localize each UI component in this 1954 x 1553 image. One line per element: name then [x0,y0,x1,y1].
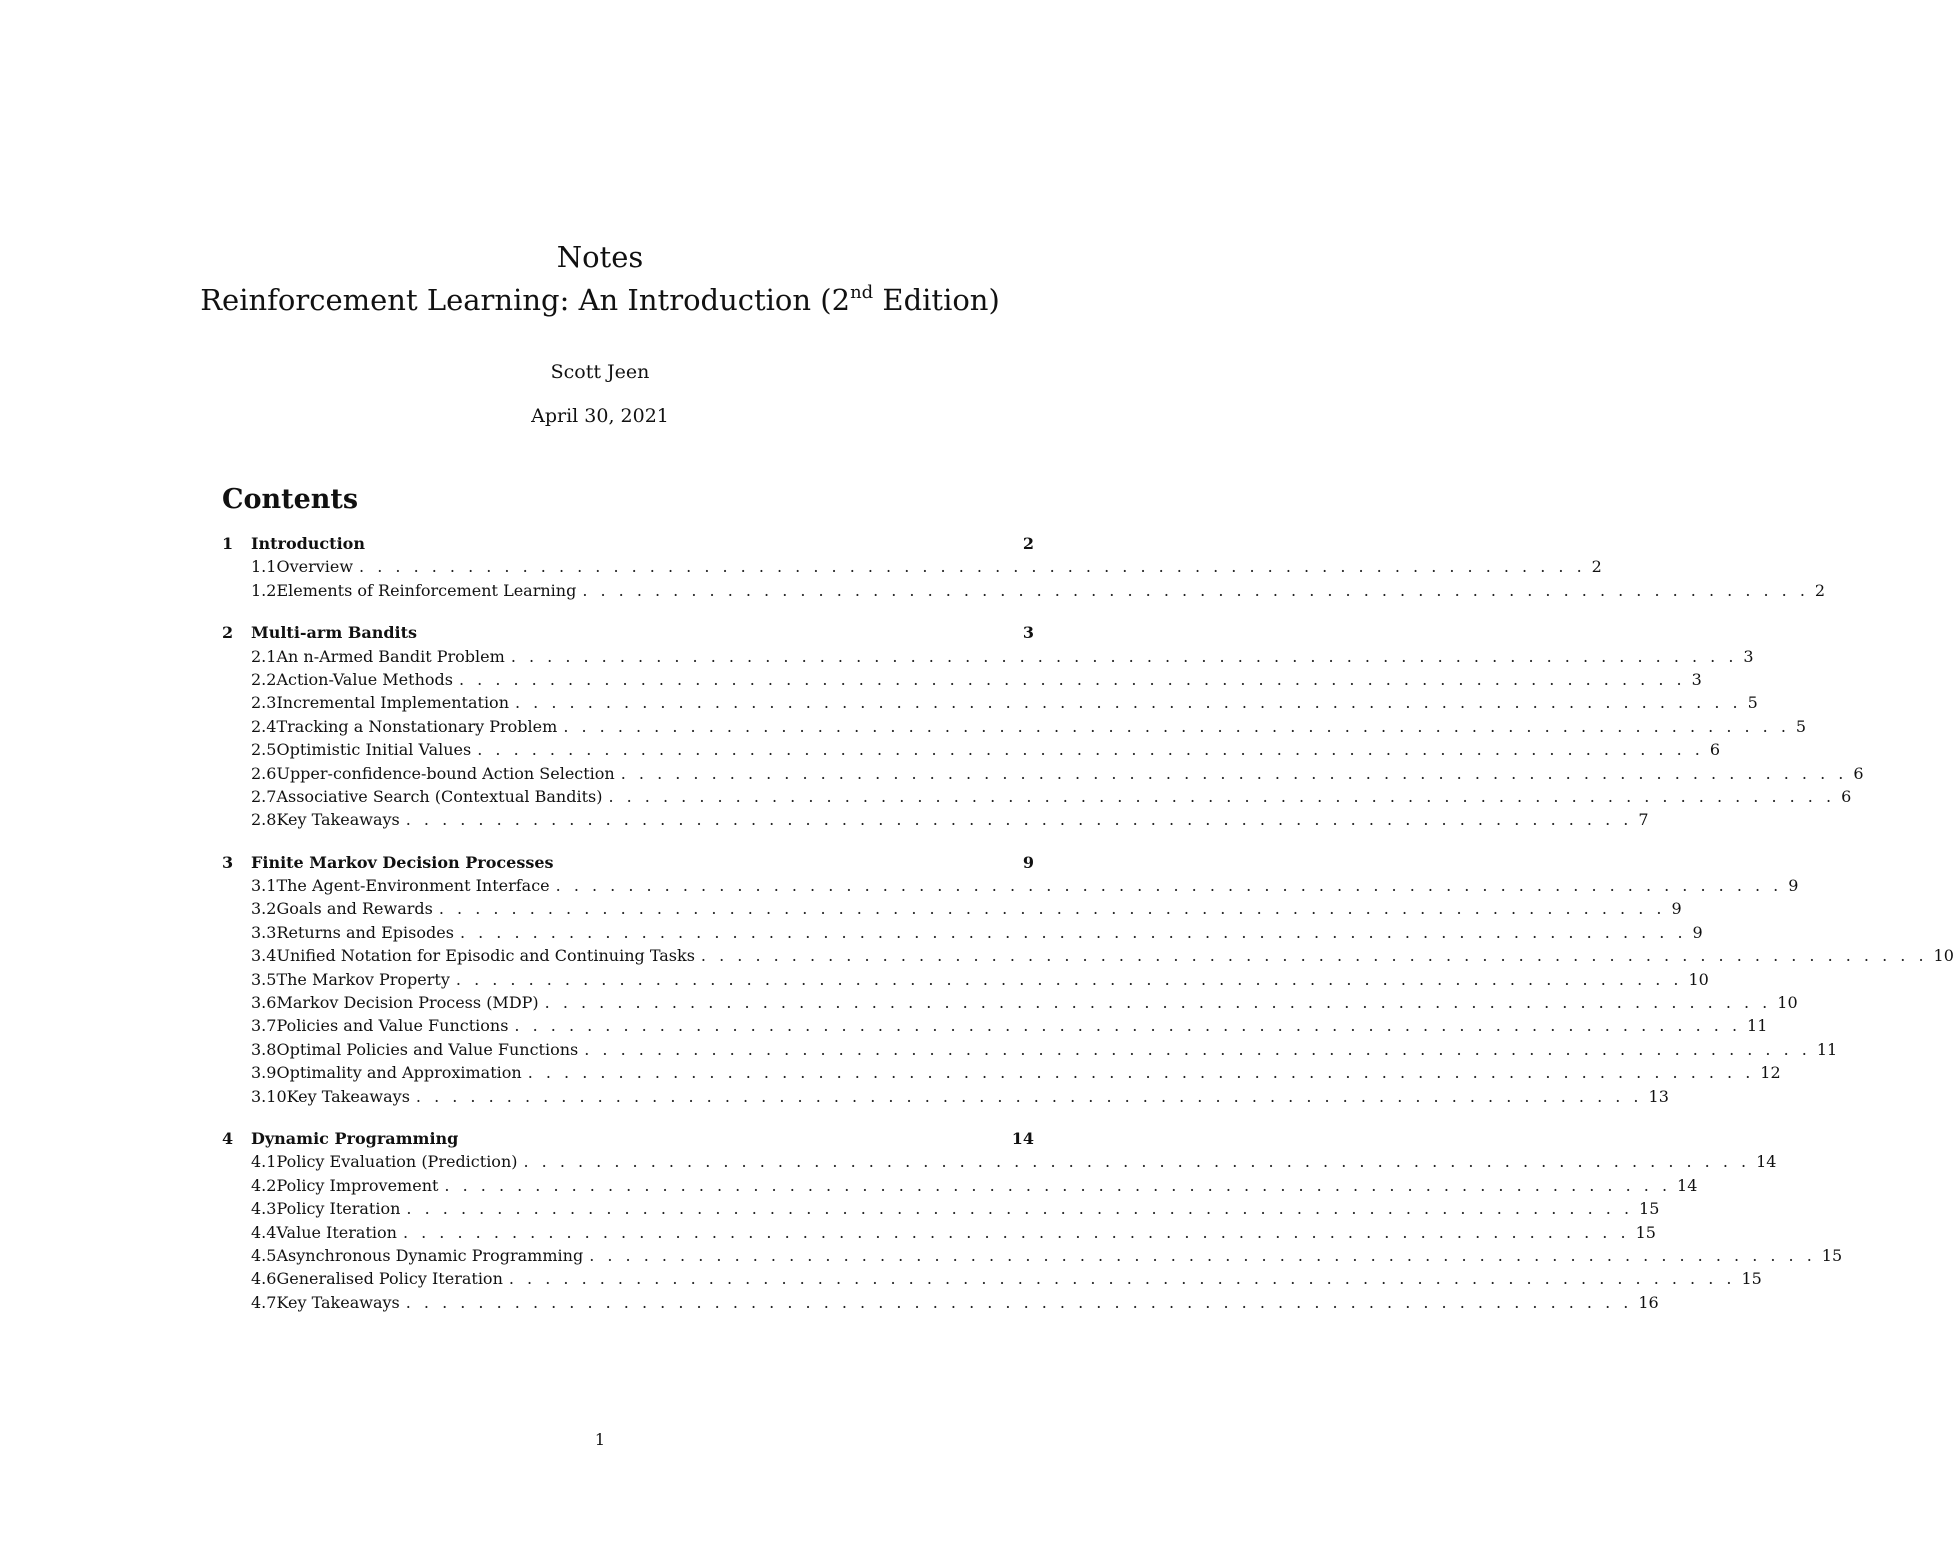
toc-subsection-entry[interactable] [222,946,1954,969]
toc-leader-dots: . . . . . . . . . . . . . . . . . . . . . . . . . . . . . . . . . . . . . . . . . . . . . . . . . . . . . . . . . . . . . . . . . . . . [510,646,1738,666]
toc-subsection-number: 4.6 [251,1269,277,1289]
toc-subsection-page: 7 [1638,810,1649,830]
toc-section-entry[interactable] [222,534,1034,557]
toc-subsection-entry[interactable] [222,1039,1838,1063]
toc-subsection-entry[interactable] [222,740,1721,763]
toc-subsection-entry[interactable] [222,557,1602,580]
toc-subsection-page: 11 [1747,1016,1768,1036]
toc-subsection-title: Asynchronous Dynamic Programming [276,1245,584,1265]
toc-section-number: 3 [222,852,234,872]
toc-subsection-number: 4.1 [251,1152,277,1172]
toc-subsection-entry[interactable] [222,1269,1762,1292]
toc-subsection-number: 3.5 [251,969,277,989]
toc-subsection-page: 16 [1638,1292,1659,1312]
toc-subsection-entry[interactable] [222,1245,1843,1269]
toc-section-page: 9 [1022,852,1034,872]
toc-subsection-title: Key Takeaways [286,1086,410,1106]
toc-subsection-title: Action-Value Methods [276,669,453,689]
toc-subsection-number: 4.3 [251,1199,277,1219]
toc-section-number: 1 [222,534,234,553]
toc-subsection-number: 2.3 [251,693,277,713]
toc-subsection-entry[interactable] [222,876,1799,899]
doc-title-notes: Notes [556,240,644,274]
doc-title-superscript: nd [850,282,874,303]
toc-subsection-page: 6 [1709,740,1721,760]
toc-leader-dots: . . . . . . . . . . . . . . . . . . . . . . . . . . . . . . . . . . . . . . . . . . . . . . . . . . . . . . . . . . . . . . . . . . . . [444,1175,1672,1195]
toc-subsection-page: 10 [1688,969,1709,989]
toc-leader-dots: . . . . . . . . . . . . . . . . . . . . . . . . . . . . . . . . . . . . . . . . . . . . . . . . . . . . . . . . . . . . . . . . . . . . [523,1152,1751,1172]
toc-subsection-title: Associative Search (Contextual Bandits) [276,786,603,806]
toc-leader-dots: . . . . . . . . . . . . . . . . . . . . . . . . . . . . . . . . . . . . . . . . . . . . . . . . . . . . . . . . . . . . . . . . . . . . [608,786,1836,806]
toc-leader-dots: . . . . . . . . . . . . . . . . . . . . . . . . . . . . . . . . . . . . . . . . . . . . . . . . . . . . . . . . . . . . . . . . . . . . [459,922,1687,942]
toc-subsection-number: 3.7 [251,1016,277,1036]
toc-subsection-number: 3.3 [251,922,277,942]
toc-leader-dots: . . . . . . . . . . . . . . . . . . . . . . . . . . . . . . . . . . . . . . . . . . . . . . . . . . . . . . . . . . . . . . . . . . . . [589,1245,1816,1265]
toc-subsection-page: 15 [1741,1269,1762,1289]
toc-subsection-page: 5 [1747,693,1758,713]
toc-subsection-entry[interactable] [222,1292,1659,1316]
toc-subsection-title: Optimal Policies and Value Functions [276,1039,579,1059]
toc-subsection-page: 13 [1648,1086,1669,1106]
toc-subsection-number: 2.8 [251,810,277,830]
toc-leader-dots: . . . . . . . . . . . . . . . . . . . . . . . . . . . . . . . . . . . . . . . . . . . . . . . . . . . . . . . . . . . . . . . . . . . . [406,1199,1634,1219]
toc-section-entry[interactable] [222,853,1034,876]
toc-subsection-entry[interactable] [222,899,1682,922]
toc-subsection-title: Key Takeaways [276,1292,400,1312]
toc-subsection-entry[interactable] [222,646,1754,670]
toc-section-title: Introduction [251,534,365,553]
toc-subsection-entry[interactable] [222,1063,1781,1086]
toc-leader-dots: . . . . . . . . . . . . . . . . . . . . . . . . . . . . . . . . . . . . . . . . . . . . . . . . . . . . . . . . . . . . . . . . . . . . [555,876,1783,896]
toc-subsection-page: 6 [1841,786,1852,806]
doc-title-main-text: Reinforcement Learning: An Introduction (2 [200,283,851,317]
toc-subsection-title: An n-Armed Bandit Problem [276,646,505,666]
toc-section-title: Multi-arm Bandits [251,623,418,643]
toc-subsection-number: 4.4 [251,1222,277,1242]
toc-leader-dots: . . . . . . . . . . . . . . . . . . . . . . . . . . . . . . . . . . . . . . . . . . . . . . . . . . . . . . . . . . . . . . . . . . . . [527,1063,1755,1083]
toc-subsection-entry[interactable] [222,969,1709,993]
toc-subsection-number: 2.2 [251,669,277,689]
toc-leader-dots: . . . . . . . . . . . . . . . . . . . . . . . . . . . . . . . . . . . . . . . . . . . . . . . . . . . . . . . . . . . . . . . . . . . . [402,1222,1630,1242]
toc-subsection-title: Upper-confidence-bound Action Selection [276,763,615,783]
toc-leader-dots: . . . . . . . . . . . . . . . . . . . . . . . . . . . . . . . . . . . . . . . . . . . . . . . . . . . . . . . . . . . . . . . . . . . . [563,716,1790,736]
toc-subsection-title: Tracking a Nonstationary Problem [276,716,558,736]
toc-subsection-title: Incremental Implementation [276,693,509,713]
toc-leader-dots: . . . . . . . . . . . . . . . . . . . . . . . . . . . . . . . . . . . . . . . . . . . . . . . . . . . . . . . . . . . . . . . . . . . . [458,669,1686,689]
section-gap [222,834,1034,853]
doc-title-main-end: Edition) [873,283,1000,317]
toc-subsection-page: 10 [1933,946,1954,966]
toc-section-page: 2 [1022,534,1034,553]
toc-subsection-entry[interactable] [222,810,1649,833]
toc-subsection-title: Key Takeaways [276,810,400,830]
toc-subsection-title: Generalised Policy Iteration [276,1269,503,1289]
toc-subsection-entry[interactable] [222,1086,1669,1110]
toc-subsection-title: Markov Decision Process (MDP) [276,993,539,1013]
toc-section-page: 3 [1022,623,1034,643]
toc-subsection-entry[interactable] [222,922,1703,946]
toc-subsection-title: Policy Evaluation (Prediction) [276,1152,518,1172]
toc-subsection-page: 14 [1756,1152,1777,1172]
toc-subsection-number: 3.8 [251,1039,277,1059]
page-number: 1 [594,1430,606,1449]
toc-subsection-number: 3.1 [251,876,277,896]
toc-subsection-number: 4.5 [251,1245,277,1265]
toc-subsection-entry[interactable] [222,1016,1768,1039]
toc-leader-dots: . . . . . . . . . . . . . . . . . . . . . . . . . . . . . . . . . . . . . . . . . . . . . . . . . . . . . . . . . . . . . . . . . . . . [405,810,1633,830]
toc-subsection-page: 12 [1760,1063,1781,1083]
contents-heading: Contents [222,484,359,515]
toc-subsection-title: The Agent-Environment Interface [276,876,550,896]
toc-subsection-number: 2.1 [251,646,277,666]
toc-subsection-entry[interactable] [222,580,1826,604]
toc-subsection-entry[interactable] [222,1199,1660,1222]
toc-leader-dots: . . . . . . . . . . . . . . . . . . . . . . . . . . . . . . . . . . . . . . . . . . . . . . . . . . . . . . . . . . . . . . . . . . . . [438,899,1666,919]
toc-leader-dots: . . . . . . . . . . . . . . . . . . . . . . . . . . . . . . . . . . . . . . . . . . . . . . . . . . . . . . . . . . . . . . . . . . . . [584,1039,1811,1059]
toc-subsection-title: Goals and Rewards [276,899,433,919]
toc-subsection-page: 9 [1788,876,1799,896]
toc-leader-dots: . . . . . . . . . . . . . . . . . . . . . . . . . . . . . . . . . . . . . . . . . . . . . . . . . . . . . . . . . . . . . . . . . . . . [359,557,1586,577]
toc-subsection-page: 15 [1639,1199,1660,1219]
toc-subsection-title: Elements of Reinforcement Learning [276,580,577,600]
toc-subsection-title: Policy Improvement [276,1175,439,1195]
toc-subsection-entry[interactable] [222,669,1702,693]
toc-subsection-title: Unified Notation for Episodic and Continuing Tasks [276,946,695,966]
toc-section-page: 14 [1011,1128,1034,1148]
toc-subsection-page: 9 [1671,899,1682,919]
toc-subsection-title: Policies and Value Functions [276,1016,509,1036]
toc-leader-dots: . . . . . . . . . . . . . . . . . . . . . . . . . . . . . . . . . . . . . . . . . . . . . . . . . . . . . . . . . . . . . . . . . . . . [620,763,1848,783]
toc-leader-dots: . . . . . . . . . . . . . . . . . . . . . . . . . . . . . . . . . . . . . . . . . . . . . . . . . . . . . . . . . . . . . . . . . . . . [514,1016,1742,1036]
toc-leader-dots: . . . . . . . . . . . . . . . . . . . . . . . . . . . . . . . . . . . . . . . . . . . . . . . . . . . . . . . . . . . . . . . . . . . . [477,740,1704,760]
doc-author: Scott Jeen [550,361,650,383]
toc-subsection-number: 2.5 [251,740,277,760]
toc-subsection-page: 2 [1814,580,1826,600]
toc-subsection-page: 3 [1691,669,1702,689]
toc-subsection-number: 3.9 [251,1063,277,1083]
toc-leader-dots: . . . . . . . . . . . . . . . . . . . . . . . . . . . . . . . . . . . . . . . . . . . . . . . . . . . . . . . . . . . . . . . . . . . . [415,1086,1643,1106]
toc-subsection-title: Returns and Episodes [276,922,454,942]
toc-section-number: 2 [222,623,234,643]
toc-subsection-page: 5 [1795,716,1807,736]
toc-leader-dots: . . . . . . . . . . . . . . . . . . . . . . . . . . . . . . . . . . . . . . . . . . . . . . . . . . . . . . . . . . . . . . . . . . . . [582,580,1809,600]
toc-subsection-entry[interactable] [222,1222,1656,1246]
toc-subsection-page: 3 [1743,646,1754,666]
toc-leader-dots: . . . . . . . . . . . . . . . . . . . . . . . . . . . . . . . . . . . . . . . . . . . . . . . . . . . . . . . . . . . . . . . . . . . . [508,1269,1736,1289]
toc-section-title: Dynamic Programming [251,1128,459,1148]
toc-subsection-number: 4.7 [251,1292,277,1312]
doc-title-main [0,283,1200,317]
toc-subsection-page: 15 [1821,1245,1843,1265]
toc-subsection-title: Value Iteration [276,1222,397,1242]
toc-subsection-entry[interactable] [222,763,1864,787]
toc-leader-dots: . . . . . . . . . . . . . . . . . . . . . . . . . . . . . . . . . . . . . . . . . . . . . . . . . . . . . . . . . . . . . . . . . . . . [544,993,1772,1013]
toc-subsection-page: 9 [1692,922,1703,942]
toc-subsection-entry[interactable] [222,786,1852,810]
toc-subsection-entry[interactable] [222,716,1807,740]
toc-subsection-number: 2.6 [251,763,277,783]
toc-subsection-number: 3.6 [251,993,277,1013]
toc-subsection-page: 15 [1635,1222,1656,1242]
toc-leader-dots: . . . . . . . . . . . . . . . . . . . . . . . . . . . . . . . . . . . . . . . . . . . . . . . . . . . . . . . . . . . . . . . . . . . . [405,1292,1633,1312]
toc-subsection-title: Policy Iteration [276,1199,401,1219]
toc-subsection-number: 1.2 [251,580,277,600]
section-gap [222,1110,1034,1129]
toc-section-title: Finite Markov Decision Processes [251,852,554,872]
toc-subsection-page: 6 [1853,763,1864,783]
toc-subsection-page: 11 [1816,1039,1838,1059]
toc-subsection-number: 1.1 [251,557,277,577]
toc-subsection-number: 4.2 [251,1175,277,1195]
section-gap [222,604,1034,623]
toc-leader-dots: . . . . . . . . . . . . . . . . . . . . . . . . . . . . . . . . . . . . . . . . . . . . . . . . . . . . . . . . . . . . . . . . . . . . [515,693,1742,713]
toc-subsection-title: Overview [276,557,354,577]
toc-subsection-number: 3.4 [251,946,277,966]
toc-subsection-entry[interactable] [222,993,1798,1016]
table-of-contents [222,534,1954,1316]
toc-subsection-number: 3.10 [251,1086,287,1106]
toc-subsection-title: Optimistic Initial Values [276,740,472,760]
toc-leader-dots: . . . . . . . . . . . . . . . . . . . . . . . . . . . . . . . . . . . . . . . . . . . . . . . . . . . . . . . . . . . . . . . . . . . . [700,946,1928,966]
toc-leader-dots: . . . . . . . . . . . . . . . . . . . . . . . . . . . . . . . . . . . . . . . . . . . . . . . . . . . . . . . . . . . . . . . . . . . . [455,969,1683,989]
toc-subsection-number: 2.4 [251,716,277,736]
toc-subsection-title: The Markov Property [276,969,450,989]
toc-subsection-number: 3.2 [251,899,277,919]
toc-subsection-entry[interactable] [222,693,1758,716]
toc-section-number: 4 [222,1128,234,1148]
toc-subsection-entry[interactable] [222,1175,1698,1199]
toc-section-entry[interactable] [222,623,1034,646]
toc-subsection-number: 2.7 [251,786,277,806]
doc-date: April 30, 2021 [531,405,669,427]
toc-subsection-page: 10 [1777,993,1798,1013]
toc-subsection-title: Optimality and Approximation [276,1063,522,1083]
toc-subsection-page: 14 [1677,1175,1698,1195]
toc-subsection-page: 2 [1591,557,1602,577]
toc-section-entry[interactable] [222,1129,1034,1152]
toc-subsection-entry[interactable] [222,1152,1777,1175]
